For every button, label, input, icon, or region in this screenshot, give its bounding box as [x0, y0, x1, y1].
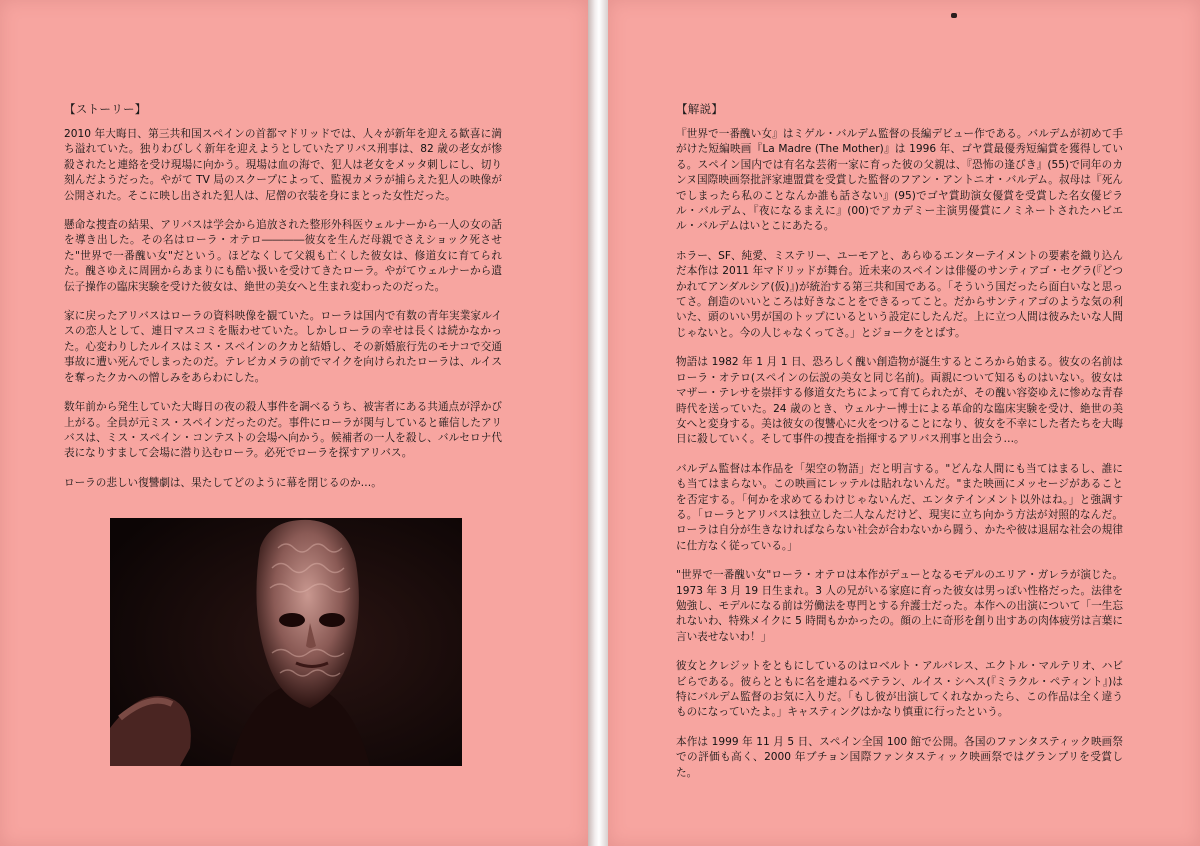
- right-page: [608, 0, 1200, 846]
- story-paragraph: 懸命な捜査の結果、アリバスは学会から追放された整形外科医ウェルナーから一人の女の話を導き出した。その名はローラ・オテロ――――彼女を生んだ母親でさえショック死させた"世界で一番醜い女"だという。ほどなくして父親も亡くした彼女は、修道女に育てられた。醜さゆえに周囲からあまりにも酷い扱いを受けてきたローラ。やがてウェルナーから遺伝子操作の臨床実験を受けた彼女は、絶世の美女へと生まれ変わったのだった。: [64, 219, 502, 293]
- commentary-paragraph: 『世界で一番醜い女』はミゲル・バルデム監督の長編デビュー作である。バルデムが初めて手がけた短編映画『La Madre (The Mother)』は 1996 年、ゴヤ賞最優秀短編賞を獲得している。スペイン国内では有名な芸術一家に育った彼の父親は、『恐怖の逢びき』(55)で同年のカンヌ国際映画祭批評家連盟賞を受賞した監督のフアン・アントニオ・バルデム。叔母は『死んでしまったら私のことなんか誰も話さない』(95)でゴヤ賞助演女優賞を受賞した名女優ピラル・バルデム、『夜になるまえに』(00)でアカデミー主演男優賞にノミネートされたハビエル・バルデムはいとこにあたる。: [676, 128, 1123, 233]
- story-heading: 【ストーリー】: [64, 102, 147, 116]
- commentary-paragraph: 物語は 1982 年 1 月 1 日、恐ろしく醜い創造物が誕生するところから始まる。彼女の名前はローラ・オテロ(スペインの伝説の美女と同じ名前)。両親について知るものはいない。彼女はマザー・テレサを崇拝する修道女たちによって育てられたが、その醜い容姿ゆえに惨めな青春時代を送っていた。24 歳のとき、ウェルナー博士による革命的な臨床実験を受け、絶世の美女へと変身する。美は彼女の復讐心に火をつけることになり、彼女を不幸にした者たちを大晦日に殺していく。そして事件の捜査を指揮するアリバス刑事と出会う…。: [676, 356, 1123, 446]
- commentary-paragraph: バルデム監督は本作品を「架空の物語」だと明言する。"どんな人間にも当てはまるし、誰にも当てはまらない。この映画にレッテルは貼れないんだ。"また映画にメッセージがあることを否定する。「何かを求めてるわけじゃないんだ、エンタテインメント以外はね。」と強調する。「ローラとアリバスは独立した二人なんだけど、現実に立ち向かう方法が対照的なんだ。ローラは自分が生きなければならない社会が合わないから闘う、かたや彼は退屈な社会の規律に仕方なく従っている。」: [676, 462, 1123, 552]
- commentary-paragraph: 本作は 1999 年 11 月 5 日、スペイン全国 100 館で公開。各国のファンタスティック映画祭での評価も高く、2000 年ブチョン国際ファンタスティック映画祭ではグランプリを受賞した。: [676, 735, 1123, 779]
- commentary-paragraph: 彼女とクレジットをともにしているのはロベルト・アルバレス、エクトル・マルテリオ、ハビビらである。彼らとともに名を連ねるベテラン、ルイス・シヘス(『ミラクル・ペティント』)は特にバルデム監督のお気に入りだ。「もし彼が出演してくれなかったら、この作品は全く違うものになっていたよ。」キャスティングはかなり慎重に行ったという。: [676, 660, 1123, 719]
- commentary-paragraph: "世界で一番醜い女"ローラ・オテロは本作がデューとなるモデルのエリア・ガレラが演じた。1973 年 3 月 19 日生まれ。3 人の兄がいる家庭に育った彼女は男っぽい性格だった。法律を勉強し、モデルになる前は労働法を専門とする弁護士だった。本作への出演について「一生忘れないわ、特殊メイクに 5 時間もかかったの。顔の上に奇形を創り出すあの肉体疲労は言葉に言い表せないわ！」: [676, 569, 1123, 643]
- masked-face-image: [110, 518, 462, 766]
- print-speck: [951, 13, 957, 18]
- commentary-paragraph: ホラー、SF、純愛、ミステリー、ユーモアと、あらゆるエンターテイメントの要素を織り込んだ本作は 2011 年マドリッドが舞台。近未来のスペインは俳優のサンティアゴ・セグラ(『どつかれてアンダルシア(仮)』)が統治する第三共和国である。「そういう国だったら面白いなと思ってさ。創造のいいところは好きなことをできるってこと。だからサンティアゴのような気の利いた、頭のいい男が国のトップにいるという設定にしたんだ。上に立つ人間は彼みたいな人間じゃないと。今の人じゃなくってさ。」とジョークをとばす。: [676, 249, 1123, 339]
- story-paragraph: ローラの悲しい復讐劇は、果たしてどのように幕を閉じるのか…。: [64, 476, 382, 489]
- story-body: [64, 127, 502, 505]
- commentary-body: [676, 127, 1123, 795]
- story-paragraph: 家に戻ったアリバスはローラの資料映像を観ていた。ローラは国内で有数の青年実業家ルイスの恋人として、連日マスコミを賑わせていた。しかしローラの幸せは長くは続かなかった。心変わりしたルイスはミス・スペインのクカと結婚し、その新婚旅行先のモナコで交通事故に遭い死んでしまったのだ。テレビカメラの前でマイクを向けられたローラは、ルイスを奪ったクカへの憎しみをあらわにした。: [64, 310, 502, 384]
- story-paragraph: 数年前から発生していた大晦日の夜の殺人事件を調べるうち、被害者にある共通点が浮かび上がる。全員が元ミス・スペインだったのだ。事件にローラが関与していると確信したアリバスは、ミス・スペイン・コンテストの会場へ向かう。候補者の一人を殺し、バルセロナ代表になりすまして会場に潜り込むローラ。必死でローラを探すアリバス。: [64, 401, 502, 460]
- story-paragraph: 2010 年大晦日、第三共和国スペインの首都マドリッドでは、人々が新年を迎える歓喜に満ち溢れていた。独りわびしく新年を迎えようとしていたアリバス刑事は、82 歳の老女が惨殺されたと連絡を受け現場に向かう。現場は血の海で、犯人は老女をメッタ刺しにし、切り刻んだようだった。やがて TV 局のスクープによって、監視カメラが捕らえた犯人の映像が公開された。そこに映し出された犯人は、尼僧の衣装を身にまとった女性だった。: [64, 128, 502, 202]
- left-page: [0, 0, 588, 846]
- film-still-photo: [110, 518, 462, 766]
- commentary-heading: 【解説】: [676, 102, 724, 116]
- book-gutter: [588, 0, 608, 846]
